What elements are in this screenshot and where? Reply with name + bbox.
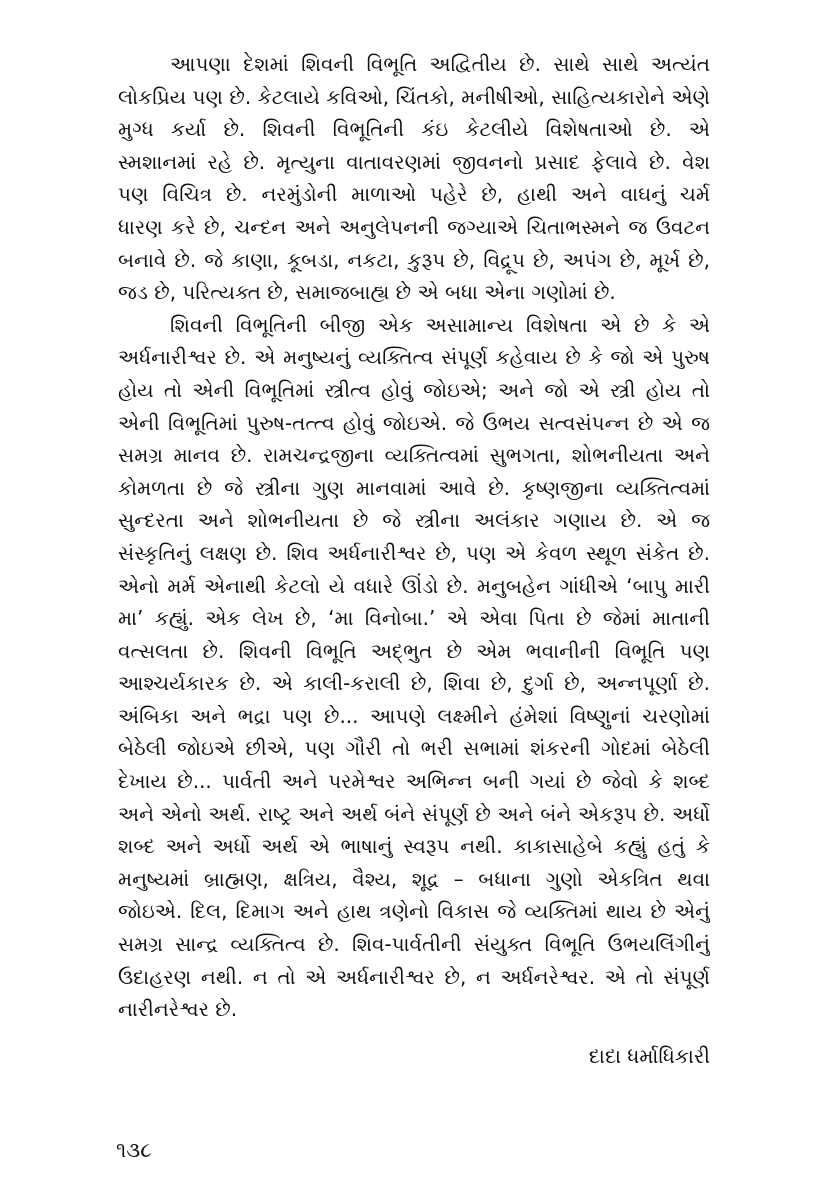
paragraph-2-line-13: અંબિકા અને ભદ્રા પણ છે... આપણે લક્ષ્મીને હંમેશાં વિષ્ણુનાં ચરણોમાં	[118, 703, 710, 728]
paragraph-2-line-10: મા’ કહ્યું. એક લેખ છે, ‘મા વિનોબા.’ એ એવા પિતા છે જેમાં માતાની	[118, 606, 710, 631]
paragraph-2-line-19: જોઇએ. દિલ, દિમાગ અને હાથ ત્રણેનો વિકાસ જે વ્યક્તિમાં થાય છે એનું	[118, 899, 710, 924]
paragraph-1-line-4: સ્મશાનમાં રહે છે. મૃત્યુના વાતાવરણમાં જીવનનો પ્રસાદ ફેલાવે છે. વેશ	[118, 149, 710, 174]
paragraph-2-line-4: એની વિભૂતિમાં પુરુષ-તત્ત્વ હોવું જોઇએ. જે ઉભય સત્વસંપન્ન છે એ જ	[118, 410, 710, 435]
paragraph-2-line-1: શિવની વિભૂતિની બીજી એક અસામાન્ય વિશેષતા એ છે કે એ	[170, 312, 710, 337]
page-number: ૧૩૮	[116, 1138, 152, 1162]
paragraph-2-line-20: સમગ્ર સાન્દ્ર વ્યક્તિત્વ છે. શિવ-પાર્વતીની સંયુક્ત વિભૂતિ ઉભયલિંગીનું	[118, 932, 710, 957]
paragraph-2-line-18: મનુષ્યમાં બ્રાહ્મણ, ક્ષત્રિય, વૈશ્ય, શૂદ્ર – બધાના ગુણો એકત્રિત થવા	[118, 866, 710, 891]
paragraph-2-line-2: અર્ધનારીશ્વર છે. એ મનુષ્યનું વ્યક્તિત્વ સંપૂર્ણ કહેવાય છે કે જો એ પુરુષ	[118, 345, 710, 370]
paragraph-1-line-2: લોકપ્રિય પણ છે. કેટલાયે કવિઓ, ચિંતકો, મનીષીઓ, સાહિત્યકારોને એણે	[118, 84, 710, 109]
paragraph-2-line-6: કોમળતા છે જે સ્ત્રીના ગુણ માનવામાં આવે છે. કૃષ્ણજીના વ્યક્તિત્વમાં	[118, 475, 710, 500]
paragraph-2-line-16: અને એનો અર્થ. રાષ્ટ્ર અને અર્થ બંને સંપૂર્ણ છે અને બંને એકરૂપ છે. અર્ધો	[118, 801, 710, 826]
paragraph-2-line-22: નારીનરેશ્વર છે.	[118, 997, 238, 1022]
paragraph-1-line-3: મુગ્ધ કર્યા છે. શિવની વિભૂતિની કંઇ કેટલીયે વિશેષતાઓ છે. એ	[118, 117, 710, 142]
paragraph-2-line-17: શબ્દ અને અર્ધો અર્થ એ ભાષાનું સ્વરૂપ નથી. કાકાસાહેબે કહ્યું હતું કે	[118, 834, 710, 859]
paragraph-2-line-5: સમગ્ર માનવ છે. રામચન્દ્રજીના વ્યક્તિત્વમાં સુભગતા, શોભનીયતા અને	[118, 443, 710, 468]
paragraph-2-line-12: આશ્ચર્યકારક છે. એ કાલી-કરાલી છે, શિવા છે, દુર્ગા છે, અન્નપૂર્ણા છે.	[118, 671, 710, 696]
paragraph-1-line-8: જડ છે, પરિત્યક્ત છે, સમાજબાહ્ય છે એ બધા એના ગણોમાં છે.	[118, 280, 616, 305]
paragraph-2-line-21: ઉદાહરણ નથી. ન તો એ અર્ધનારીશ્વર છે, ન અર્ધનરેશ્વર. એ તો સંપૂર્ણ	[118, 964, 710, 989]
paragraph-1-line-5: પણ વિચિત્ર છે. નરમુંડોની માળાઓ પહેરે છે, હાથી અને વાઘનું ચર્મ	[118, 182, 710, 207]
author-signature: દાદા ધર્માધિકારી	[588, 1044, 710, 1068]
paragraph-2-line-3: હોય તો એની વિભૂતિમાં સ્ત્રીત્વ હોવું જોઇએ; અને જો એ સ્ત્રી હોય તો	[118, 377, 710, 402]
paragraph-1-line-6: ધારણ કરે છે, ચન્દન અને અનુલેપનની જગ્યાએ ચિતાભસ્મને જ ઉવટન	[118, 214, 710, 239]
paragraph-2-line-9: એનો મર્મ એનાથી કેટલો યે વધારે ઊંડો છે. મનુબહેન ગાંધીએ ‘બાપુ મારી	[118, 573, 710, 598]
paragraph-2-line-7: સુન્દરતા અને શોભનીયતા છે જે સ્ત્રીના અલંકાર ગણાય છે. એ જ	[118, 508, 710, 533]
paragraph-2-line-11: વત્સલતા છે. શિવની વિભૂતિ અદ્ભુત છે એમ ભવાનીની વિભૂતિ પણ	[118, 638, 710, 663]
paragraph-2-line-15: દેખાય છે... પાર્વતી અને પરમેશ્વર અભિન્ન બની ગયાં છે જેવો કે શબ્દ	[118, 769, 710, 794]
paragraph-2-line-14: બેઠેલી જોઇએ છીએ, પણ ગૌરી તો ભરી સભામાં શંકરની ગોદમાં બેઠેલી	[118, 736, 710, 761]
paragraph-2-line-8: સંસ્કૃતિનું લક્ષણ છે. શિવ અર્ધનારીશ્વર છે, પણ એ કેવળ સ્થૂળ સંકેત છે.	[118, 540, 710, 565]
paragraph-1-line-7: બનાવે છે. જે કાણા, કૂબડા, નકટા, કુરૂપ છે, વિદ્રૂપ છે, અપંગ છે, મૂર્ખ છે,	[118, 247, 710, 272]
paragraph-1-line-1: આપણા દેશમાં શિવની વિભૂતિ અદ્વિતીય છે. સાથે સાથે અત્યંત	[170, 52, 710, 76]
body-text	[118, 48, 710, 1026]
